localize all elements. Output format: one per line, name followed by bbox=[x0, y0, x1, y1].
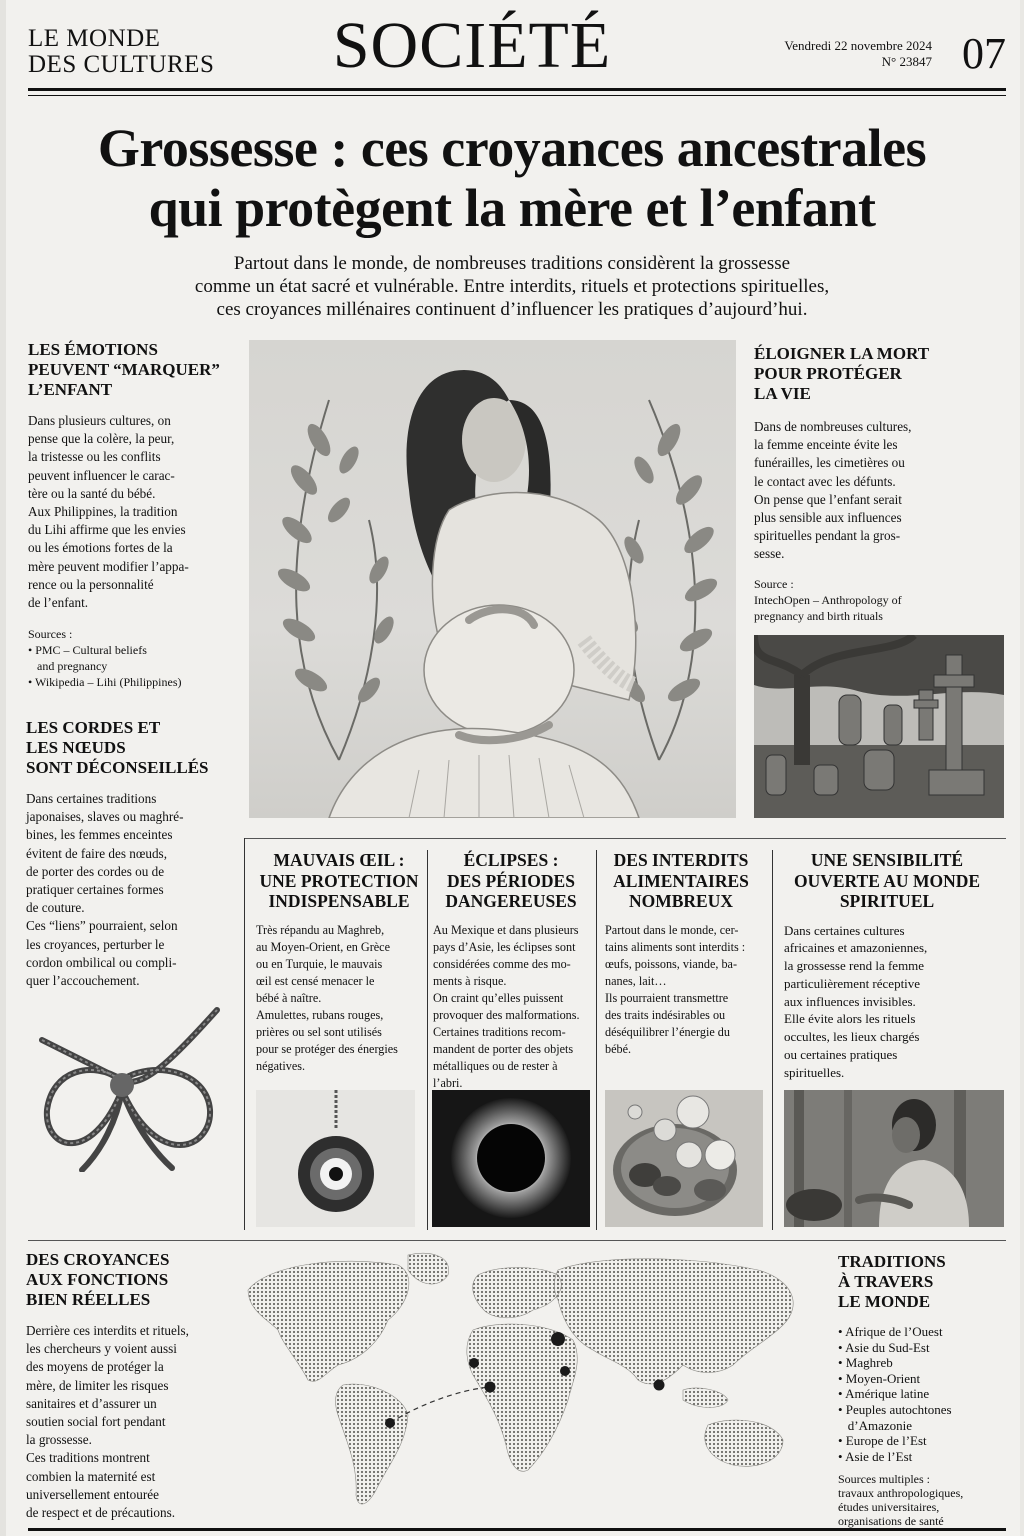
pregnant-woman-illustration bbox=[249, 340, 736, 818]
headline bbox=[0, 118, 1024, 238]
body-line: les chercheurs y voient aussi bbox=[26, 1341, 177, 1357]
body-line: japonaises, slaves ou maghré- bbox=[26, 809, 184, 825]
article-body bbox=[754, 418, 994, 564]
issue-number: N° 23847 bbox=[881, 54, 932, 69]
title-line: PEUVENT “MARQUER” bbox=[28, 360, 220, 379]
article-body bbox=[26, 1322, 236, 1522]
title-line: ÉLOIGNER LA MORT bbox=[754, 344, 930, 363]
article-title bbox=[26, 718, 236, 778]
body-line: mandent de porter des objets bbox=[433, 1041, 574, 1056]
map-marker bbox=[469, 1358, 479, 1368]
body-line: des moyens de protéger la bbox=[26, 1359, 164, 1375]
column-divider bbox=[596, 850, 597, 1230]
title-line: TRADITIONS bbox=[838, 1252, 946, 1271]
body-line: négatives. bbox=[256, 1058, 306, 1073]
body-line: tains aliments sont interdits : bbox=[605, 939, 746, 954]
map-marker bbox=[654, 1380, 665, 1391]
body-line: Partout dans le monde, cer- bbox=[605, 922, 739, 937]
sources-label: Sources : bbox=[28, 627, 73, 642]
article-body bbox=[784, 922, 990, 1082]
body-line: des traits indésirables ou bbox=[605, 1007, 726, 1022]
title-line: DES INTERDITS bbox=[613, 850, 749, 870]
evil-eye-drawing bbox=[256, 1090, 415, 1227]
date-block bbox=[784, 38, 932, 70]
headline-line: qui protègent la mère et l’enfant bbox=[148, 178, 876, 238]
body-line: sesse. bbox=[754, 546, 785, 562]
body-line: Dans certaines cultures bbox=[784, 922, 905, 938]
cemetery-drawing bbox=[754, 635, 1004, 818]
title-line: MAUVAIS ŒIL : bbox=[273, 850, 405, 870]
body-line: particulièrement réceptive bbox=[784, 975, 921, 991]
article-title bbox=[26, 1250, 236, 1310]
map-marker bbox=[485, 1382, 496, 1393]
traditions-sources bbox=[838, 1472, 1008, 1528]
title-line: DES CROYANCES bbox=[26, 1250, 170, 1269]
body-line: prières ou sel sont utilisés bbox=[256, 1024, 382, 1039]
body-line: l’abri. bbox=[433, 1075, 463, 1090]
title-line: LA VIE bbox=[754, 384, 811, 403]
middle-frame-top bbox=[244, 838, 1006, 839]
body-line: la tristesse ou les conflits bbox=[28, 449, 161, 465]
map-marker bbox=[385, 1418, 395, 1428]
body-line: soutien social fort pendant bbox=[26, 1414, 166, 1430]
body-line: sanitaires et d’assurer un bbox=[26, 1395, 157, 1411]
body-line: On pense que l’enfant serait bbox=[754, 491, 902, 507]
eclipse-drawing bbox=[432, 1090, 590, 1227]
sources-label: Source : bbox=[754, 576, 794, 591]
article-body bbox=[433, 922, 589, 1092]
traditions-box bbox=[838, 1252, 1008, 1528]
article-sensibilite bbox=[784, 850, 990, 1082]
article-title bbox=[433, 850, 589, 912]
woman-figure bbox=[329, 370, 639, 818]
body-line: Au Mexique et dans plusieurs bbox=[433, 922, 579, 937]
body-line: bines, les femmes enceintes bbox=[26, 827, 173, 843]
body-line: rence ou la personnalité bbox=[28, 576, 154, 592]
list-item: • Amérique latine bbox=[838, 1386, 930, 1402]
body-line: cordon ombilical ou compli- bbox=[26, 954, 177, 970]
body-line: plus sensible aux influences bbox=[754, 510, 902, 526]
body-line: Amulettes, rubans rouges, bbox=[256, 1007, 384, 1022]
source-item: Sources multiples : bbox=[838, 1472, 930, 1487]
body-line: œil est censé menacer le bbox=[256, 973, 375, 988]
woman-ritual-drawing bbox=[784, 1090, 1004, 1227]
body-line: tère ou la santé du bébé. bbox=[28, 485, 156, 501]
body-line: pratiquer certaines formes bbox=[26, 882, 164, 898]
list-item: d’Amazonie bbox=[838, 1417, 913, 1433]
body-line: spirituelles. bbox=[784, 1064, 845, 1080]
list-item: • Moyen-Orient bbox=[838, 1370, 921, 1386]
source-item: études universitaires, bbox=[838, 1500, 940, 1515]
article-body bbox=[28, 412, 238, 612]
title-line: LES ÉMOTIONS bbox=[28, 340, 158, 359]
article-sources bbox=[28, 626, 238, 690]
title-line: OUVERTE AU MONDE bbox=[793, 870, 981, 891]
title-line: UNE PROTECTION bbox=[259, 870, 419, 891]
body-line: bébé à naître. bbox=[256, 990, 322, 1005]
body-line: pour se protéger des énergies bbox=[256, 1041, 398, 1056]
body-line: métalliques ou de rester à bbox=[433, 1058, 558, 1073]
title-line: LE MONDE bbox=[838, 1292, 931, 1311]
body-line: la femme enceinte évite les bbox=[754, 437, 898, 453]
body-line: nanes, lait… bbox=[605, 973, 667, 988]
body-line: déséquilibrer l’énergie du bbox=[605, 1024, 730, 1039]
body-line: ments à risque. bbox=[433, 973, 507, 988]
body-line: de porter des cordes ou de bbox=[26, 863, 165, 879]
title-line: BIEN RÉELLES bbox=[26, 1290, 151, 1309]
title-line: L’ENFANT bbox=[28, 380, 113, 399]
body-line: le contact avec les défunts. bbox=[754, 473, 896, 489]
article-croyances bbox=[26, 1250, 236, 1522]
article-emotions bbox=[28, 340, 238, 690]
body-line: ou en Turquie, le mauvais bbox=[256, 956, 383, 971]
body-line: considérées comme des mo- bbox=[433, 956, 571, 971]
title-line: AUX FONCTIONS bbox=[26, 1270, 169, 1289]
food-drawing bbox=[605, 1090, 763, 1227]
body-line: de l’enfant. bbox=[28, 595, 89, 611]
list-item: • Peuples autochtones bbox=[838, 1401, 952, 1417]
title-line: SONT DÉCONSEILLÉS bbox=[26, 758, 209, 777]
page-number: 07 bbox=[962, 29, 1006, 78]
title-line: UNE SENSIBILITÉ bbox=[810, 850, 964, 870]
title-line: NOMBREUX bbox=[628, 891, 734, 911]
article-title bbox=[28, 340, 238, 400]
body-line: de respect et de précautions. bbox=[26, 1505, 176, 1521]
list-item: • Europe de l’Est bbox=[838, 1433, 927, 1449]
title-line: POUR PROTÉGER bbox=[754, 364, 902, 383]
rope-knot-illustration bbox=[22, 1000, 222, 1172]
title-line: DES PÉRIODES bbox=[447, 870, 575, 891]
body-line: Elle évite alors les rituels bbox=[784, 1011, 916, 1027]
article-sources bbox=[754, 576, 994, 624]
article-mauvais-oeil bbox=[256, 850, 422, 1075]
title-line: À TRAVERS bbox=[838, 1272, 934, 1291]
body-line: ou les émotions fortes de la bbox=[28, 540, 173, 556]
brand-line: LE MONDE bbox=[28, 25, 161, 52]
body-line: universellement entourée bbox=[26, 1486, 159, 1502]
body-line: évitent de faire des nœuds, bbox=[26, 845, 167, 861]
list-item: • Maghreb bbox=[838, 1355, 893, 1371]
body-line: pays d’Asie, les éclipses sont bbox=[433, 939, 576, 954]
body-line: mère peuvent modifier l’appa- bbox=[28, 558, 189, 574]
cemetery-photo bbox=[754, 635, 1004, 818]
article-title bbox=[754, 344, 994, 404]
article-mort bbox=[754, 344, 994, 624]
article-body bbox=[256, 922, 422, 1075]
body-line: provoquer des malformations. bbox=[433, 1007, 580, 1022]
source-item: • PMC – Cultural beliefs bbox=[28, 643, 147, 658]
source-item: pregnancy and birth rituals bbox=[754, 608, 883, 623]
section-title: SOCIÉTÉ bbox=[332, 9, 612, 82]
body-line: Dans plusieurs cultures, on bbox=[28, 413, 171, 428]
standfirst bbox=[0, 252, 1024, 321]
standfirst-line: Partout dans le monde, de nombreuses traditions considèrent la grossesse bbox=[233, 253, 791, 274]
body-line: œufs, poissons, viande, ba- bbox=[605, 956, 738, 971]
issue-date: Vendredi 22 novembre 2024 bbox=[784, 38, 932, 53]
article-title bbox=[784, 850, 990, 912]
title-line: SPIRITUEL bbox=[839, 891, 935, 911]
body-line: pense que la colère, la peur, bbox=[28, 431, 175, 447]
world-map-illustration bbox=[228, 1250, 820, 1522]
title-line: ALIMENTAIRES bbox=[613, 870, 749, 891]
body-line: occultes, les lieux chargés bbox=[784, 1029, 920, 1045]
body-line: la grossesse. bbox=[26, 1432, 92, 1448]
body-line: combien la maternité est bbox=[26, 1468, 156, 1484]
column-divider bbox=[244, 838, 245, 1230]
body-line: funérailles, les cimetières ou bbox=[754, 455, 905, 471]
standfirst-line: ces croyances millénaires continuent d’influencer les pratiques d’aujourd’hui. bbox=[216, 299, 808, 320]
evil-eye-amulet-photo bbox=[256, 1090, 415, 1227]
body-line: On craint qu’elles puissent bbox=[433, 990, 564, 1005]
body-line: ou certaines pratiques bbox=[784, 1047, 898, 1063]
body-line: de couture. bbox=[26, 900, 85, 916]
body-line: Ces “liens” pourraient, selon bbox=[26, 918, 178, 934]
body-line: Dans certaines traditions bbox=[26, 791, 157, 806]
body-line: au Moyen-Orient, en Grèce bbox=[256, 939, 391, 954]
hero-drawing bbox=[249, 340, 736, 818]
source-item: IntechOpen – Anthropology of bbox=[754, 592, 902, 607]
article-title bbox=[256, 850, 422, 912]
standfirst-line: comme un état sacré et vulnérable. Entre interdits, rituels et protections spirituelles, bbox=[194, 276, 830, 297]
list-item: • Asie de l’Est bbox=[838, 1448, 913, 1464]
article-body bbox=[26, 790, 236, 990]
masthead-rule bbox=[28, 88, 1006, 91]
left-vine bbox=[296, 400, 377, 760]
brand-line: DES CULTURES bbox=[28, 51, 215, 78]
headline-line: Grossesse : ces croyances ancestrales bbox=[97, 118, 927, 178]
body-line: du Lihi affirme que les envies bbox=[28, 522, 186, 538]
body-line: les croyances, perturber le bbox=[26, 936, 165, 952]
body-line: Ces traditions montrent bbox=[26, 1450, 150, 1466]
footer-rule bbox=[28, 1528, 1006, 1531]
source-item: organisations de santé bbox=[838, 1514, 944, 1529]
body-line: bébé. bbox=[605, 1041, 632, 1056]
article-title bbox=[605, 850, 757, 912]
body-line: Aux Philippines, la tradition bbox=[28, 504, 178, 520]
body-line: Très répandu au Maghreb, bbox=[256, 922, 385, 937]
source-item: and pregnancy bbox=[28, 659, 108, 674]
solar-eclipse-photo bbox=[432, 1090, 590, 1227]
body-line: Ils pourraient transmettre bbox=[605, 990, 729, 1005]
world-map-drawing bbox=[228, 1250, 820, 1522]
list-item: • Asie du Sud-Est bbox=[838, 1339, 930, 1355]
title-line: ÉCLIPSES : bbox=[463, 850, 559, 870]
column-divider bbox=[772, 850, 773, 1230]
title-line: LES NŒUDS bbox=[26, 738, 126, 757]
body-line: spirituelles pendant la gros- bbox=[754, 528, 901, 544]
body-line: Derrière ces interdits et rituels, bbox=[26, 1323, 189, 1338]
map-marker bbox=[551, 1332, 565, 1346]
traditions-title bbox=[838, 1252, 1008, 1312]
body-line: peuvent influencer le carac- bbox=[28, 467, 175, 483]
woman-ritual-photo bbox=[784, 1090, 1004, 1227]
body-line: Dans de nombreuses cultures, bbox=[754, 419, 912, 434]
article-cordes bbox=[26, 718, 236, 990]
list-item: • Afrique de l’Ouest bbox=[838, 1324, 943, 1339]
traditions-list bbox=[838, 1324, 1008, 1464]
source-item: travaux anthropologiques, bbox=[838, 1486, 964, 1501]
masthead-rule-thin bbox=[28, 95, 1006, 96]
body-line: mère, de limiter les risques bbox=[26, 1377, 169, 1393]
source-item: • Wikipedia – Lihi (Philippines) bbox=[28, 675, 182, 690]
article-eclipses bbox=[433, 850, 589, 1092]
title-line: INDISPENSABLE bbox=[268, 891, 410, 911]
map-marker bbox=[560, 1366, 570, 1376]
body-line: aux influences invisibles. bbox=[784, 993, 916, 1009]
column-divider bbox=[427, 850, 428, 1230]
title-line: DANGEREUSES bbox=[445, 891, 577, 911]
body-line: quer l’accouchement. bbox=[26, 973, 140, 989]
body-line: africaines et amazoniennes, bbox=[784, 940, 928, 956]
article-interdits bbox=[605, 850, 757, 1058]
body-line: la grossesse rend la femme bbox=[784, 958, 925, 974]
bottom-section-rule bbox=[28, 1240, 1006, 1241]
article-body bbox=[605, 922, 757, 1058]
title-line: LES CORDES ET bbox=[26, 718, 161, 737]
body-line: Certaines traditions recom- bbox=[433, 1024, 566, 1039]
food-plate-photo bbox=[605, 1090, 763, 1227]
